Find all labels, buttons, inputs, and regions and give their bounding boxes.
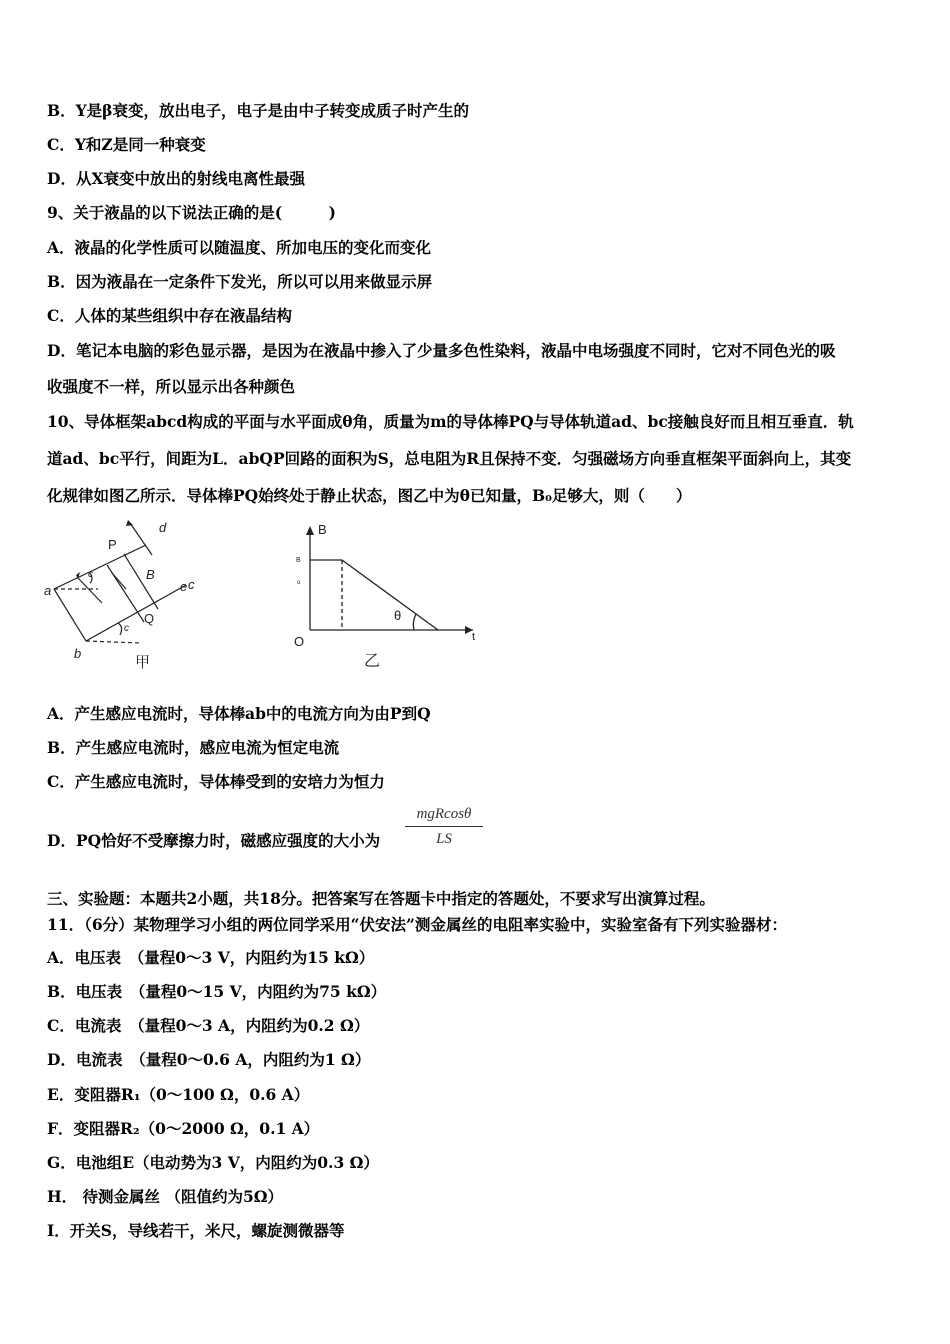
q9-option-d: D．笔记本电脑的彩色显示器，是因为在液晶中掺入了少量多色性染料，液晶中电场强度不同时，它对不同色光的吸 bbox=[47, 341, 836, 360]
label-d: d bbox=[159, 520, 167, 535]
caption-yi: 乙 bbox=[364, 653, 381, 670]
q10-option-b: B．产生感应电流时，感应电流为恒定电流 bbox=[47, 738, 340, 757]
q8-option-c: C．Y和Z是同一种衰变 bbox=[47, 135, 206, 154]
caption-jia: 甲 bbox=[135, 654, 151, 671]
tick-label: o bbox=[297, 580, 301, 586]
label-b: b bbox=[74, 646, 82, 661]
section3-heading: 三、实验题：本题共2小题，共18分。把答案写在答题卡中指定的答题处，不要求写出演算过程。 bbox=[47, 889, 715, 908]
figure-yi bbox=[288, 518, 488, 673]
q10-option-d: D．PQ恰好不受摩擦力时，磁感应强度的大小为 bbox=[47, 831, 381, 850]
q10-option-c: C．产生感应电流时，导体棒受到的安培力为恒力 bbox=[47, 772, 385, 791]
q11-item-i: I．开关S，导线若干，米尺，螺旋测微器等 bbox=[47, 1221, 345, 1240]
axis-label-t: t bbox=[472, 631, 476, 643]
origin-label: O bbox=[294, 634, 305, 649]
q9-option-d-cont: 收强度不一样，所以显示出各种颜色 bbox=[47, 377, 296, 396]
label-a: a bbox=[44, 583, 52, 598]
q9-option-a: A．液晶的化学性质可以随温度、所加电压的变化而变化 bbox=[47, 238, 432, 257]
label-angle-2: c bbox=[124, 623, 129, 634]
q11-stem: 11．（6分）某物理学习小组的两位同学采用“伏安法”测金属丝的电阻率实验中，实验室备有下列实验器材： bbox=[47, 915, 787, 934]
q11-item-b: B．电压表 （量程0～15 V，内阻约为75 kΩ） bbox=[47, 982, 387, 1001]
formula-fraction bbox=[405, 806, 483, 848]
q9-option-c: C．人体的某些组织中存在液晶结构 bbox=[47, 306, 292, 325]
q8-option-b: B．Y是β衰变，放出电子，电子是由中子转变成质子时产生的 bbox=[47, 101, 469, 120]
q11-item-f: F．变阻器R₂（0～2000 Ω，0.1 A） bbox=[47, 1119, 320, 1138]
q11-item-d: D．电流表 （量程0～0.6 A，内阻约为1 Ω） bbox=[47, 1050, 371, 1069]
q11-item-h: H． 待测金属丝 （阻值约为5Ω） bbox=[47, 1187, 284, 1206]
q11-item-g: G．电池组E（电动势为3 V，内阻约为0.3 Ω） bbox=[47, 1153, 379, 1172]
angle-theta: θ bbox=[394, 608, 402, 623]
b0-label: B bbox=[296, 557, 301, 564]
q8-option-d: D．从X衰变中放出的射线电离性最强 bbox=[47, 169, 305, 188]
q10-stem-line3: 化规律如图乙所示．导体棒PQ始终处于静止状态，图乙中为θ已知量，B₀足够大，则（ ） bbox=[47, 486, 692, 505]
q11-item-a: A．电压表 （量程0～3 V，内阻约为15 kΩ） bbox=[47, 948, 375, 967]
q9-stem: 9、关于液晶的以下说法正确的是( ) bbox=[47, 203, 336, 222]
q10-stem-line1: 10、导体框架abcd构成的平面与水平面成θ角，质量为m的导体棒PQ与导体轨道ad、bc接触良好而且相互垂直．轨 bbox=[47, 412, 854, 431]
label-q: Q bbox=[144, 611, 155, 626]
figure-jia bbox=[40, 515, 210, 675]
q10-stem-line2: 道ad、bc平行，间距为L．abQP回路的面积为S，总电阻为R且保持不变．匀强磁场方向垂直框架平面斜向上，其变 bbox=[47, 449, 852, 468]
label-c: c bbox=[188, 577, 195, 592]
formula-denominator: LS bbox=[436, 831, 452, 847]
label-b-field: B bbox=[146, 567, 155, 582]
label-e: e bbox=[180, 579, 188, 594]
q11-item-e: E．变阻器R₁（0～100 Ω，0.6 A） bbox=[47, 1085, 310, 1104]
q9-option-b: B．因为液晶在一定条件下发光，所以可以用来做显示屏 bbox=[47, 272, 433, 291]
formula-numerator: mgRcosθ bbox=[405, 806, 483, 827]
q10-option-a: A．产生感应电流时，导体棒ab中的电流方向为由P到Q bbox=[47, 704, 431, 723]
label-angle-1: c bbox=[88, 569, 93, 580]
label-p: P bbox=[108, 537, 117, 552]
q11-item-c: C．电流表 （量程0～3 A，内阻约为0.2 Ω） bbox=[47, 1016, 370, 1035]
axis-label-b: B bbox=[318, 522, 327, 537]
